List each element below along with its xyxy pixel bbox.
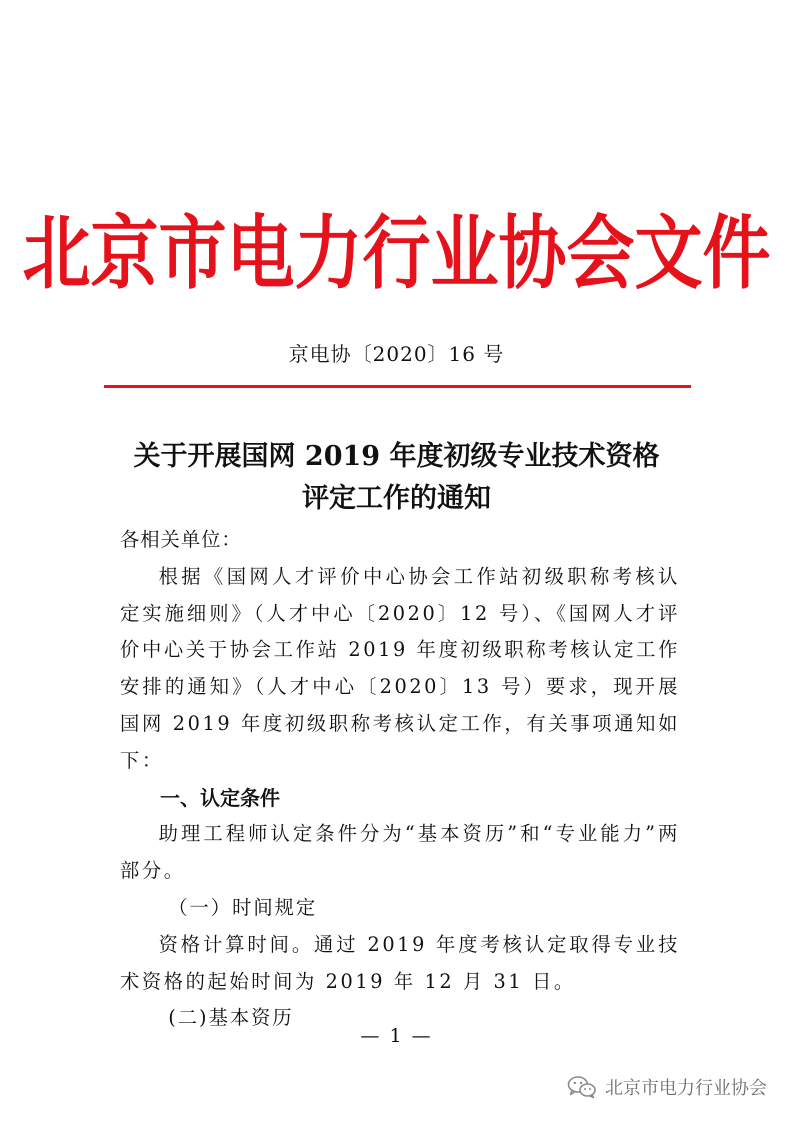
- red-divider: [104, 385, 691, 388]
- section-heading-conditions: 一、认定条件: [160, 785, 280, 810]
- salutation: 各相关单位：: [120, 528, 242, 551]
- paragraph-time-rules: 资格计算时间。通过 2019 年度考核认定取得专业技术资格的起始时间为 2019 年 12 月 31 日。: [120, 932, 680, 993]
- watermark-text: 北京市电力行业协会: [605, 1078, 767, 1099]
- document-number: 京电协〔2020〕16 号: [288, 342, 505, 366]
- notice-title: [100, 436, 693, 520]
- org-header-title: 北京市电力行业协会文件: [22, 207, 771, 302]
- wechat-watermark: [567, 1074, 767, 1100]
- paragraph-basis: 根据《国网人才评价中心协会工作站初级职称考核认定实施细则》（人才中心〔2020〕12 号）、《国网人才评价中心关于协会工作站 2019 年度初级职称考核认定工作安排的通知》（人才中心〔2020〕13 号）要求，现开展国网 2019 年度初级职称考核认定工作，有关事项通知如下：: [120, 564, 680, 772]
- page-number: — 1 —: [360, 1025, 433, 1047]
- subheading-basic-qualifications: (二)基本资历: [168, 1006, 294, 1030]
- paragraph-conditions: 助理工程师认定条件分为“基本资历”和“专业能力”两部分。: [120, 822, 680, 883]
- subheading-time-rules: （一）时间规定: [168, 895, 318, 919]
- wechat-icon: [567, 1075, 597, 1099]
- notice-title-line-1: 关于开展国网 2019 年度初级专业技术资格: [133, 441, 660, 472]
- notice-title-line-2: 评定工作的通知: [302, 483, 491, 514]
- notice-body: [120, 522, 680, 1037]
